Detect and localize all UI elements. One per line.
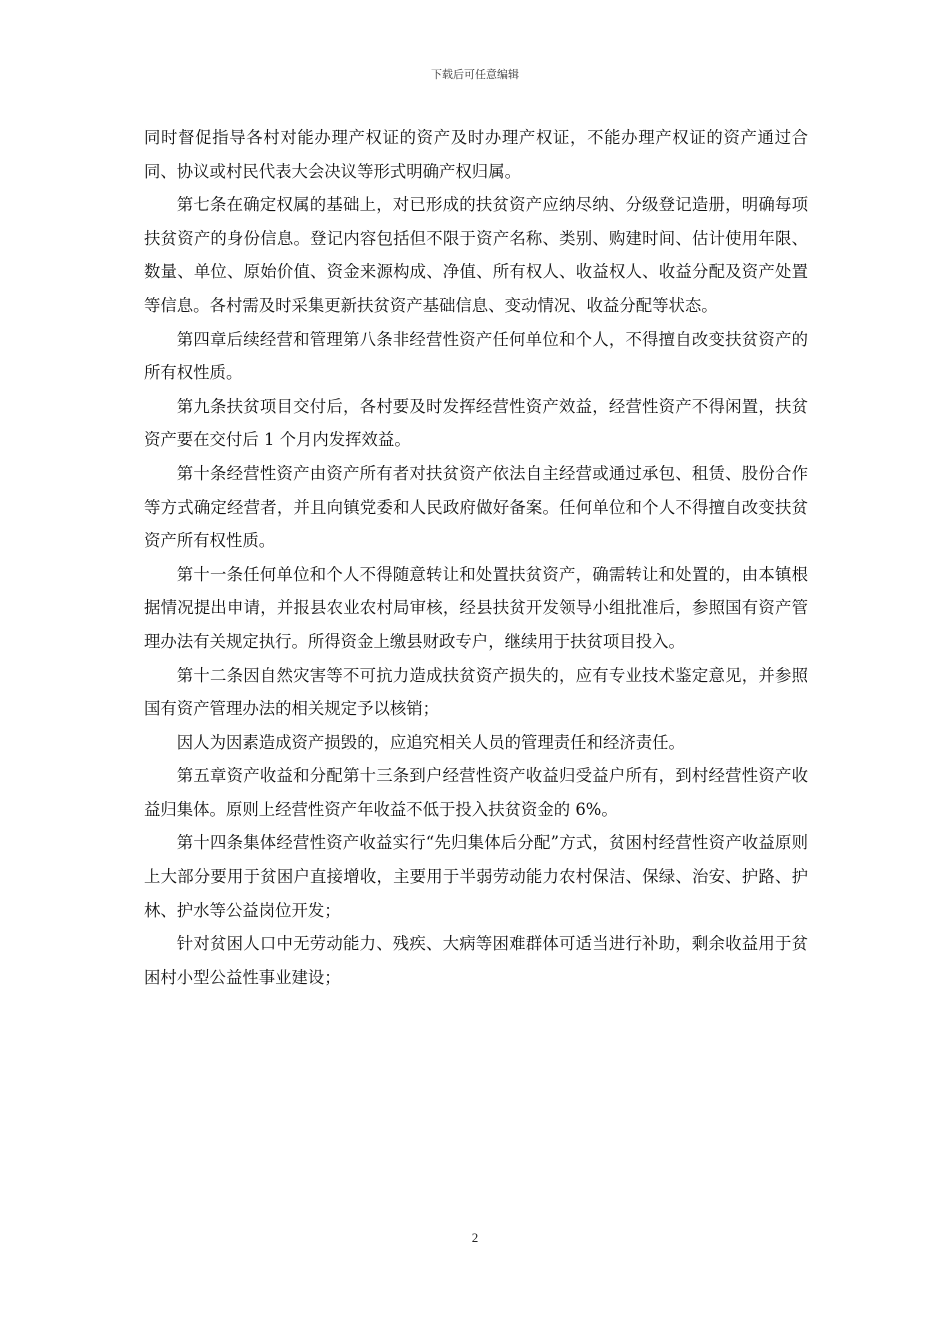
- paragraph-article-14-cont: 针对贫困人口中无劳动能力、残疾、大病等困难群体可适当进行补助，剩余收益用于贫困村小型公益性事业建设；: [144, 934, 808, 987]
- page-header: 下载后可任意编辑: [431, 68, 519, 81]
- paragraph-article-14: 第十四条集体经营性资产收益实行“先归集体后分配”方式，贫困村经营性资产收益原则上大部分要用于贫困户直接增收，主要用于半弱劳动能力农村保洁、保绿、治安、护路、护林、护水等公益岗位开发；: [144, 833, 808, 920]
- paragraph-article-12: 第十二条因自然灾害等不可抗力造成扶贫资产损失的，应有专业技术鉴定意见，并参照国有资产管理办法的相关规定予以核销；: [144, 665, 808, 719]
- paragraph-continuation: 同时督促指导各村对能办理产权证的资产及时办理产权证，不能办理产权证的资产通过合同、协议或村民代表大会决议等形式明确产权归属。: [144, 128, 808, 181]
- paragraph-article-12-cont: 因人为因素造成资产损毁的，应追究相关人员的管理责任和经济责任。: [176, 732, 685, 752]
- paragraph-article-9: 第九条扶贫项目交付后，各村要及时发挥经营性资产效益，经营性资产不得闲置，扶贫资产要在交付后 1 个月内发挥效益。: [144, 396, 808, 450]
- paragraph-article-11: 第十一条任何单位和个人不得随意转让和处置扶贫资产，确需转让和处置的，由本镇根据情况提出申请，并报县农业农村局审核，经县扶贫开发领导小组批准后，参照国有资产管理办法有关规定执行。所得资金上缴县财政专户，继续用于扶贫项目投入。: [144, 564, 808, 651]
- document-body: [144, 121, 808, 994]
- page-number: 2: [471, 1230, 479, 1245]
- paragraph-chapter-4-article-8: 第四章后续经营和管理第八条非经营性资产任何单位和个人，不得擅自改变扶贫资产的所有权性质。: [144, 329, 808, 383]
- paragraph-article-7: 第七条在确定权属的基础上，对已形成的扶贫资产应纳尽纳、分级登记造册，明确每项扶贫资产的身份信息。登记内容包括但不限于资产名称、类别、购建时间、估计使用年限、数量、单位、原始价值、资金来源构成、净值、所有权人、收益权人、收益分配及资产处置等信息。各村需及时采集更新扶贫资产基础信息、变动情况、收益分配等状态。: [144, 195, 808, 315]
- paragraph-chapter-5-article-13: 第五章资产收益和分配第十三条到户经营性资产收益归受益户所有，到村经营性资产收益归集体。原则上经营性资产年收益不低于投入扶贫资金的 6%。: [144, 766, 808, 819]
- paragraph-article-10: 第十条经营性资产由资产所有者对扶贫资产依法自主经营或通过承包、租赁、股份合作等方式确定经营者，并且向镇党委和人民政府做好备案。任何单位和个人不得擅自改变扶贫资产所有权性质。: [144, 463, 808, 551]
